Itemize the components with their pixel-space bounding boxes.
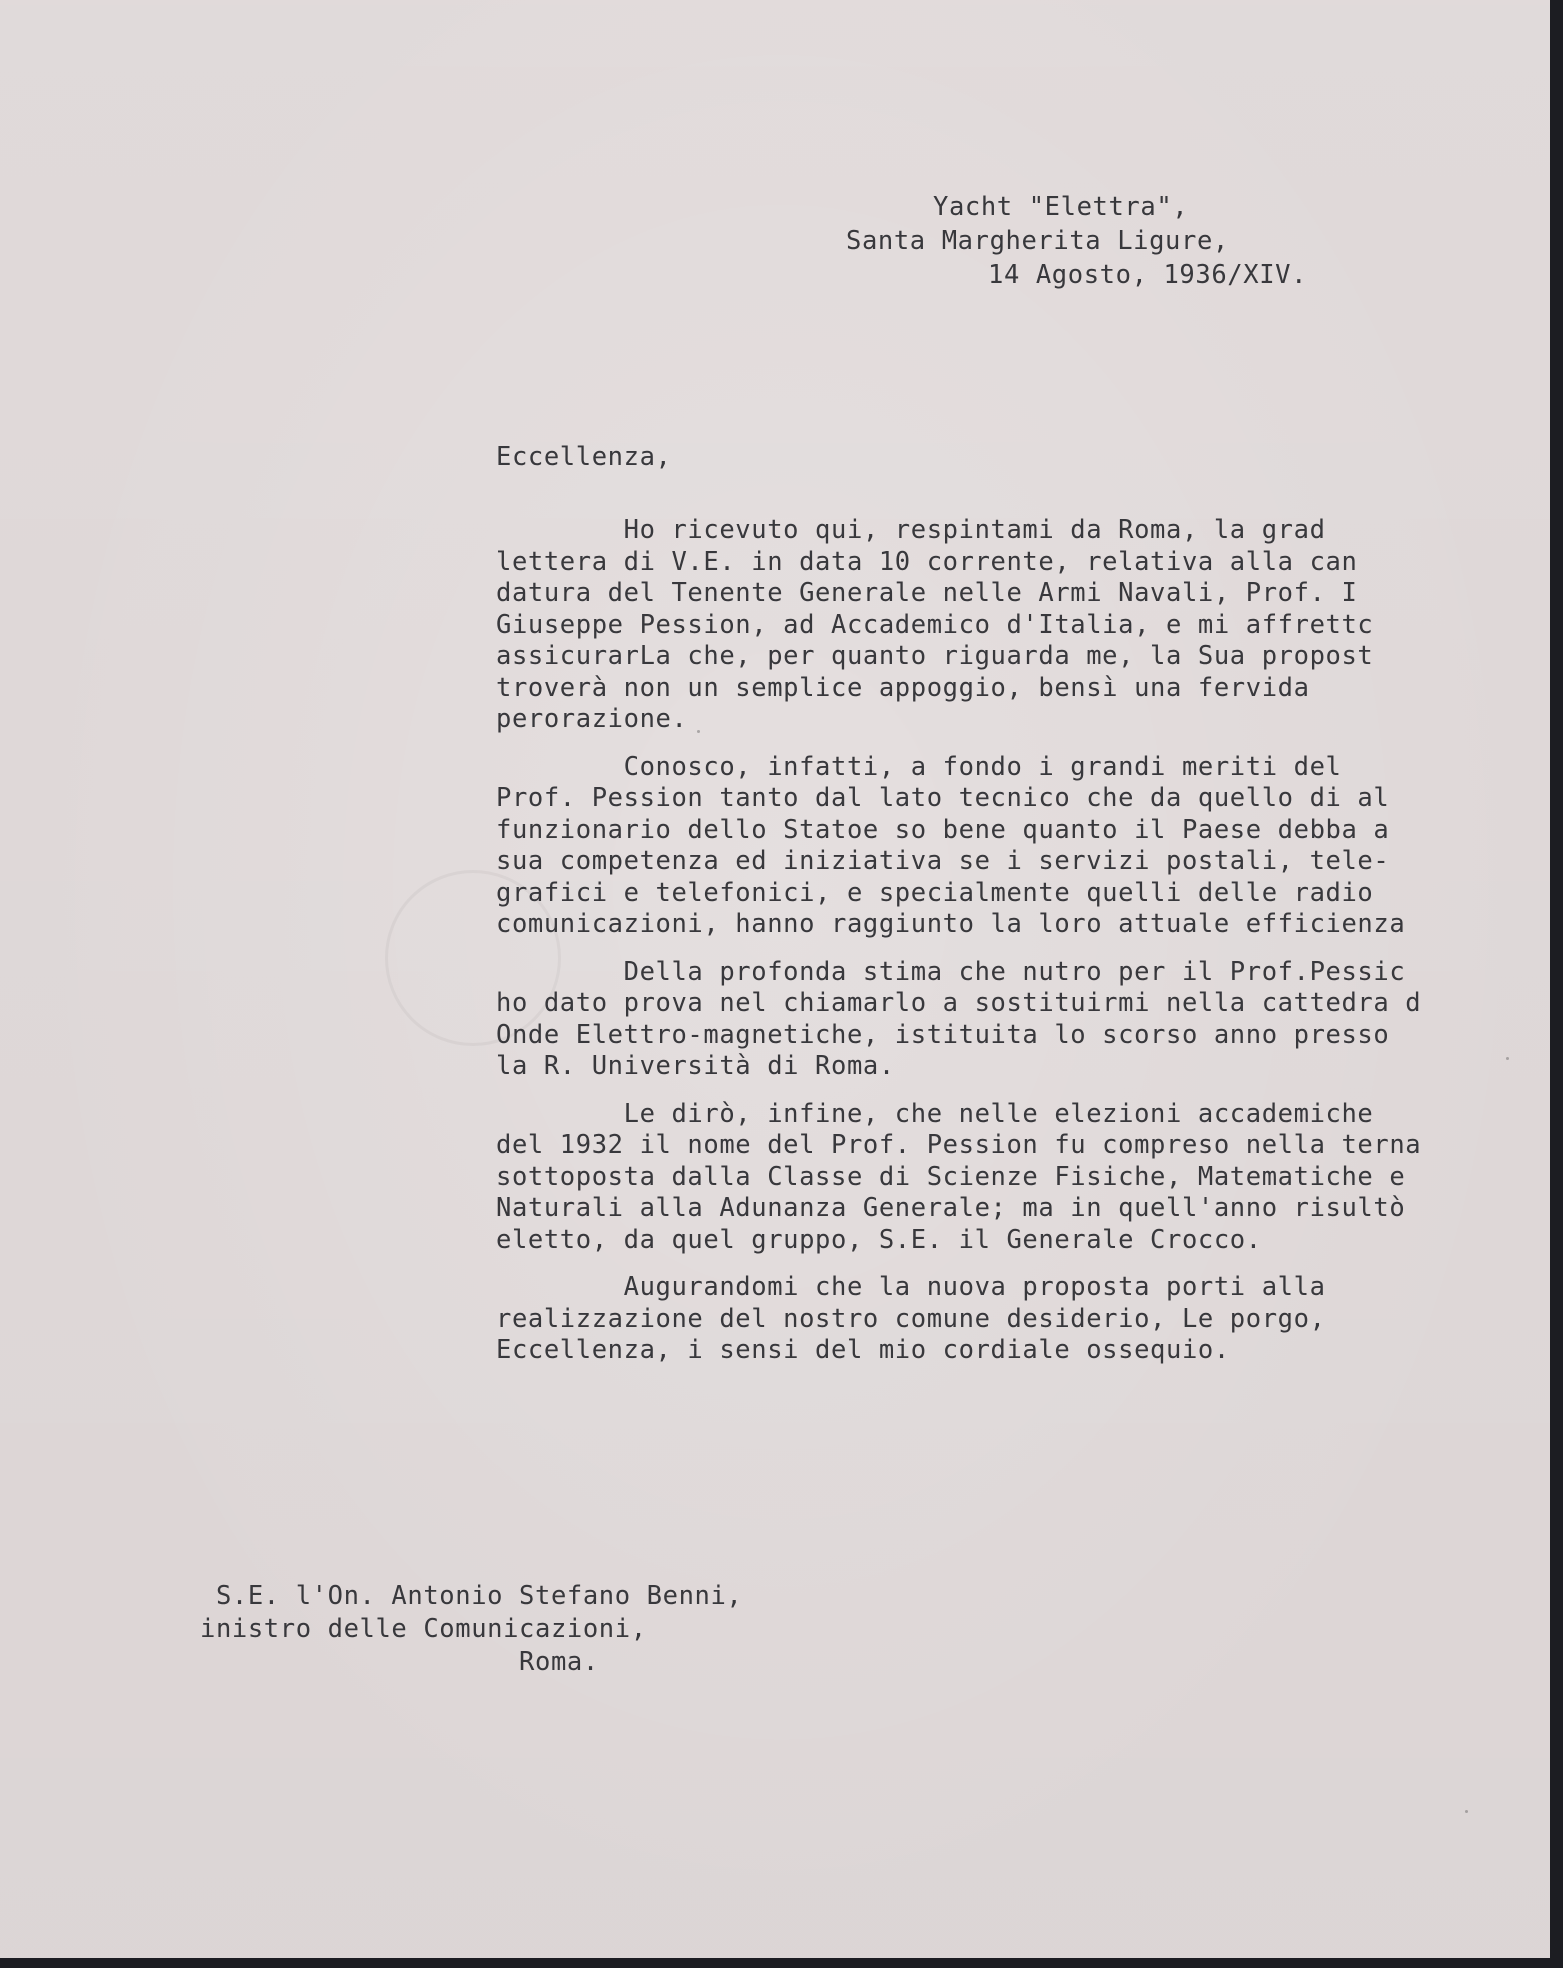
scan-border-bottom: [0, 1958, 1563, 1968]
paper-speck: [697, 730, 700, 733]
letter-header: [0, 190, 1563, 310]
paragraph-line: Giuseppe Pession, ad Accademico d'Italia, e mi affrettc: [496, 609, 1374, 640]
paragraph-line: troverà non un semplice appoggio, bensì una fervida: [496, 672, 1310, 703]
paper-speck: [1465, 1810, 1468, 1813]
paragraph-line: Conosco, infatti, a fondo i grandi meriti del: [496, 751, 1342, 782]
paragraph-line: Ho ricevuto qui, respintami da Roma, la grad: [496, 515, 1326, 545]
paragraph-line: Della profonda stima che nutro per il Prof.Pessic: [496, 956, 1406, 987]
addressee-line-name: S.E. l'On. Antonio Stefano Benni,: [200, 1581, 743, 1611]
paragraph-2: [496, 752, 1556, 941]
paragraph-3: [496, 957, 1556, 1083]
paragraph-line: sua competenza ed iniziativa se i servizi postali, tele-: [496, 846, 1390, 876]
paragraph-line: Onde Elettro-magnetiche, istituita lo scorso anno presso: [496, 1019, 1390, 1050]
paragraph-line: grafici e telefonici, e specialmente quelli delle radio: [496, 877, 1374, 908]
paragraph-1: [496, 515, 1556, 736]
header-line-yacht: Yacht "Elettra",: [933, 192, 1189, 222]
paragraph-line: Le dirò, infine, che nelle elezioni accademiche: [496, 1098, 1374, 1129]
paragraph-line: sottoposta dalla Classe di Scienze Fisiche, Matematiche e: [496, 1161, 1406, 1192]
paragraph-line: Prof. Pession tanto dal lato tecnico che da quello di al: [496, 783, 1390, 813]
paragraph-line: assicurarLa che, per quanto riguarda me, la Sua propost: [496, 641, 1374, 671]
scan-border-right: [1550, 0, 1563, 1968]
paragraph-5: [496, 1272, 1556, 1367]
addressee-block: [200, 1580, 900, 1679]
paragraph-line: lettera di V.E. in data 10 corrente, relativa alla can: [496, 546, 1358, 577]
paragraph-4: [496, 1099, 1556, 1257]
paragraph-line: datura del Tenente Generale nelle Armi Navali, Prof. I: [496, 578, 1358, 608]
paragraph-line: la R. Università di Roma.: [496, 1051, 895, 1081]
paragraph-line: Augurandomi che la nuova proposta porti alla: [496, 1272, 1326, 1302]
paragraph-line: Eccellenza, i sensi del mio cordiale ossequio.: [496, 1335, 1230, 1365]
paper-speck: [1506, 1057, 1509, 1060]
paragraph-line: funzionario dello Statoe so bene quanto il Paese debba a: [496, 814, 1390, 845]
paragraph-line: realizzazione del nostro comune desiderio, Le porgo,: [496, 1303, 1326, 1334]
paragraph-line: ho dato prova nel chiamarlo a sostituirmi nella cattedra d: [496, 988, 1422, 1018]
paragraph-line: del 1932 il nome del Prof. Pession fu compreso nella terna: [496, 1130, 1422, 1160]
header-line-place: Santa Margherita Ligure,: [846, 226, 1229, 256]
header-line-date: 14 Agosto, 1936/XIV.: [988, 260, 1308, 290]
paragraph-line: eletto, da quel gruppo, S.E. il Generale Crocco.: [496, 1224, 1262, 1255]
letter-body: [496, 515, 1556, 1435]
salutation: Eccellenza,: [496, 442, 672, 472]
paragraph-line: comunicazioni, hanno raggiunto la loro attuale efficienza: [496, 909, 1406, 939]
addressee-line-title: inistro delle Comunicazioni,: [200, 1614, 647, 1644]
paragraph-line: perorazione.: [496, 704, 688, 734]
addressee-line-city: Roma.: [200, 1647, 599, 1677]
paragraph-line: Naturali alla Adunanza Generale; ma in quell'anno risultò: [496, 1193, 1406, 1223]
